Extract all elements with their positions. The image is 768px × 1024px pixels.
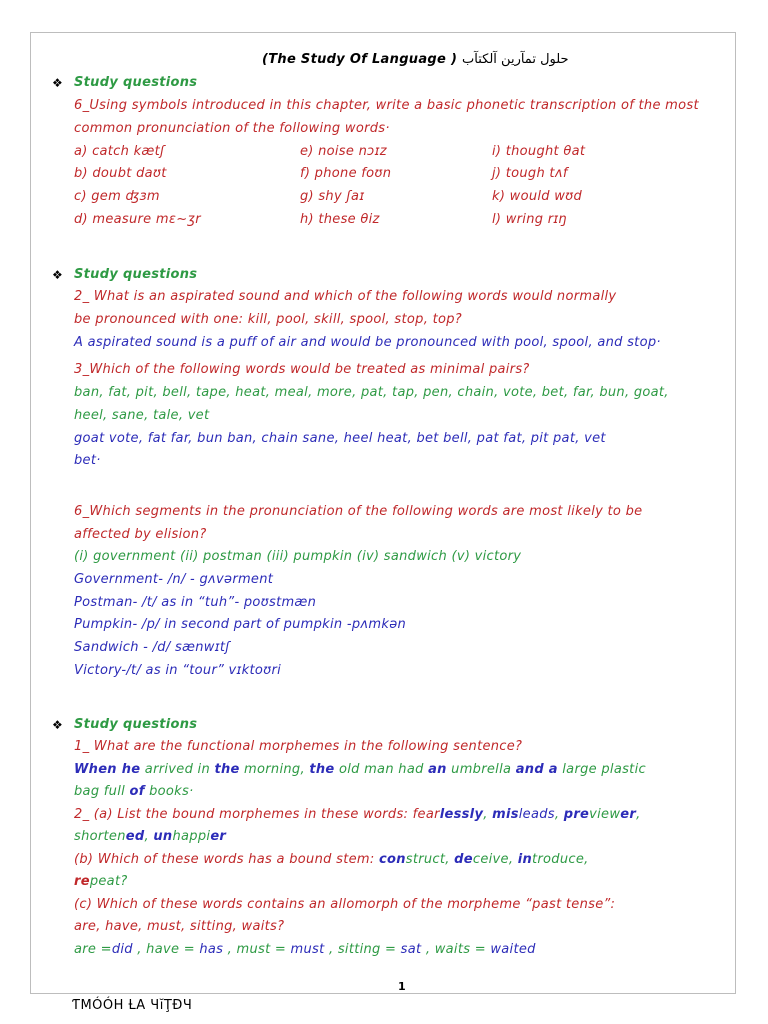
word-list: heel, sane, tale, vet xyxy=(74,408,210,423)
text-segment: struct, xyxy=(405,852,455,867)
answer-line: A aspirated sound is a puff of air and would be pronounced with pool, spool, and stop· xyxy=(74,335,661,350)
answer-line xyxy=(74,941,536,959)
diamond-bullet-icon: ❖ xyxy=(52,268,63,282)
text-segment: de xyxy=(454,852,473,867)
text-segment: re xyxy=(74,874,90,889)
text-segment: books· xyxy=(144,784,194,799)
question-line: (c) Which of these words contains an allomorph of the morpheme “past tense”: xyxy=(74,897,616,912)
footer-author: ƬMÓÓH ȽA ЧĭŢĐЧ xyxy=(72,998,193,1013)
text-segment: ed xyxy=(125,829,145,844)
section-heading: Study questions xyxy=(74,717,198,732)
question-line: 3_Which of the following words would be treated as minimal pairs? xyxy=(74,362,530,377)
answer-line: Victory-/t/ as in “tour” vɪktoʊri xyxy=(74,663,282,678)
section-heading: Study questions xyxy=(74,267,198,282)
question-line: (b) Which of these words has a bound stem: construct, deceive, introduce, xyxy=(74,852,589,867)
text-segment: waited xyxy=(490,942,536,957)
text-segment: , waits = xyxy=(421,942,491,957)
answer-line: Sandwich - /d/ sænwɪtʃ xyxy=(74,640,230,655)
text-segment: con xyxy=(378,852,406,867)
text-segment: lessly xyxy=(439,807,484,822)
question-line: 2_ What is an aspirated sound and which of the following words would normally xyxy=(74,289,617,304)
question-line: 6_Using symbols introduced in this chapter, write a basic phonetic transcription of the most xyxy=(74,98,699,113)
word-item: d) measure mɛ~ʒr xyxy=(74,212,201,227)
text-segment: er xyxy=(620,807,637,822)
word-item: i) thought θat xyxy=(492,144,586,159)
word-item: h) these θiz xyxy=(300,212,380,227)
word-list: ban, fat, pit, bell, tape, heat, meal, more, pat, tap, pen, chain, vote, bet, far, bun, goat, xyxy=(74,385,669,400)
word-item: g) shy ʃaɪ xyxy=(300,189,365,204)
text-segment: the xyxy=(309,762,335,777)
diamond-bullet-icon: ❖ xyxy=(52,76,63,90)
text-segment: peat? xyxy=(89,874,128,889)
answer-line xyxy=(74,828,226,846)
sentence-line xyxy=(74,783,194,801)
text-segment: , must = xyxy=(223,942,291,957)
diamond-bullet-icon: ❖ xyxy=(52,718,63,732)
question-line: affected by elision? xyxy=(74,527,207,542)
section-heading: Study questions xyxy=(74,75,198,90)
text-segment: , xyxy=(483,807,493,822)
answer-line: Government- /n/ - gʌvərment xyxy=(74,572,274,587)
text-segment: un xyxy=(153,829,173,844)
text-segment: mis xyxy=(492,807,519,822)
page-title: (The Study Of Language ) حلول تمآرين آلكتآب xyxy=(262,52,569,67)
text-segment: er xyxy=(210,829,227,844)
text-segment: , have = xyxy=(132,942,200,957)
text-segment: must xyxy=(290,942,325,957)
text-segment: bag full xyxy=(74,784,130,799)
text-segment: old man had xyxy=(334,762,429,777)
question-line: are, have, must, sitting, waits? xyxy=(74,919,285,934)
word-item: l) wring rɪŋ xyxy=(492,212,568,227)
text-segment: , xyxy=(144,829,154,844)
question-line: common pronunciation of the following words· xyxy=(74,121,390,136)
text-segment: troduce, xyxy=(532,852,589,867)
text-segment: an xyxy=(428,762,447,777)
word-item: f) phone foʊn xyxy=(300,166,392,181)
text-segment: ceive, xyxy=(472,852,518,867)
text-segment: view xyxy=(589,807,621,822)
text-segment: happi xyxy=(172,829,211,844)
text-segment: and a xyxy=(515,762,558,777)
word-item: j) tough tʌf xyxy=(492,166,568,181)
text-segment: pre xyxy=(563,807,590,822)
word-item: c) gem ʤɜm xyxy=(74,189,160,204)
text-segment: arrived in xyxy=(140,762,215,777)
answer-line: Pumpkin- /p/ in second part of pumpkin -pʌmkən xyxy=(74,617,407,632)
text-segment: , sitting = xyxy=(324,942,401,957)
question-line: be pronounced with one: kill, pool, skill, spool, stop, top? xyxy=(74,312,462,327)
page-number: 1 xyxy=(398,980,406,993)
text-segment: the xyxy=(214,762,240,777)
answer-line: goat vote, fat far, bun ban, chain sane, heel heat, bet bell, pat fat, pit pat, vet xyxy=(74,431,606,446)
text-segment: When he xyxy=(74,762,141,777)
text-segment: has xyxy=(199,942,224,957)
answer-line: bet· xyxy=(74,453,101,468)
question-line: 6_Which segments in the pronunciation of the following words are most likely to be xyxy=(74,504,643,519)
word-item: b) doubt daʊt xyxy=(74,166,167,181)
word-list: (i) government (ii) postman (iii) pumpkin (iv) sandwich (v) victory xyxy=(74,549,522,564)
text-segment: umbrella xyxy=(446,762,516,777)
text-segment: morning, xyxy=(239,762,310,777)
text-segment: are = xyxy=(74,942,112,957)
answer-line: Postman- /t/ as in “tuh”- poʊstmæn xyxy=(74,595,317,610)
sentence-line xyxy=(74,761,646,779)
text-segment: of xyxy=(129,784,145,799)
word-item: a) catch kætʃ xyxy=(74,144,165,159)
text-segment: large plastic xyxy=(557,762,646,777)
text-segment: shorten xyxy=(74,829,126,844)
question-line: 1_ What are the functional morphemes in the following sentence? xyxy=(74,739,523,754)
text-segment: , xyxy=(554,807,564,822)
text-segment: , xyxy=(636,807,641,822)
text-segment: leads xyxy=(518,807,555,822)
text-segment: did xyxy=(111,942,133,957)
answer-line xyxy=(74,873,128,891)
question-line: 2_ (a) List the bound morphemes in these words: fearlessly, misleads, previewer, xyxy=(74,807,641,822)
text-segment: in xyxy=(517,852,533,867)
word-item: e) noise nɔɪz xyxy=(300,144,387,159)
text-segment: sat xyxy=(400,942,422,957)
word-item: k) would wʊd xyxy=(492,189,583,204)
